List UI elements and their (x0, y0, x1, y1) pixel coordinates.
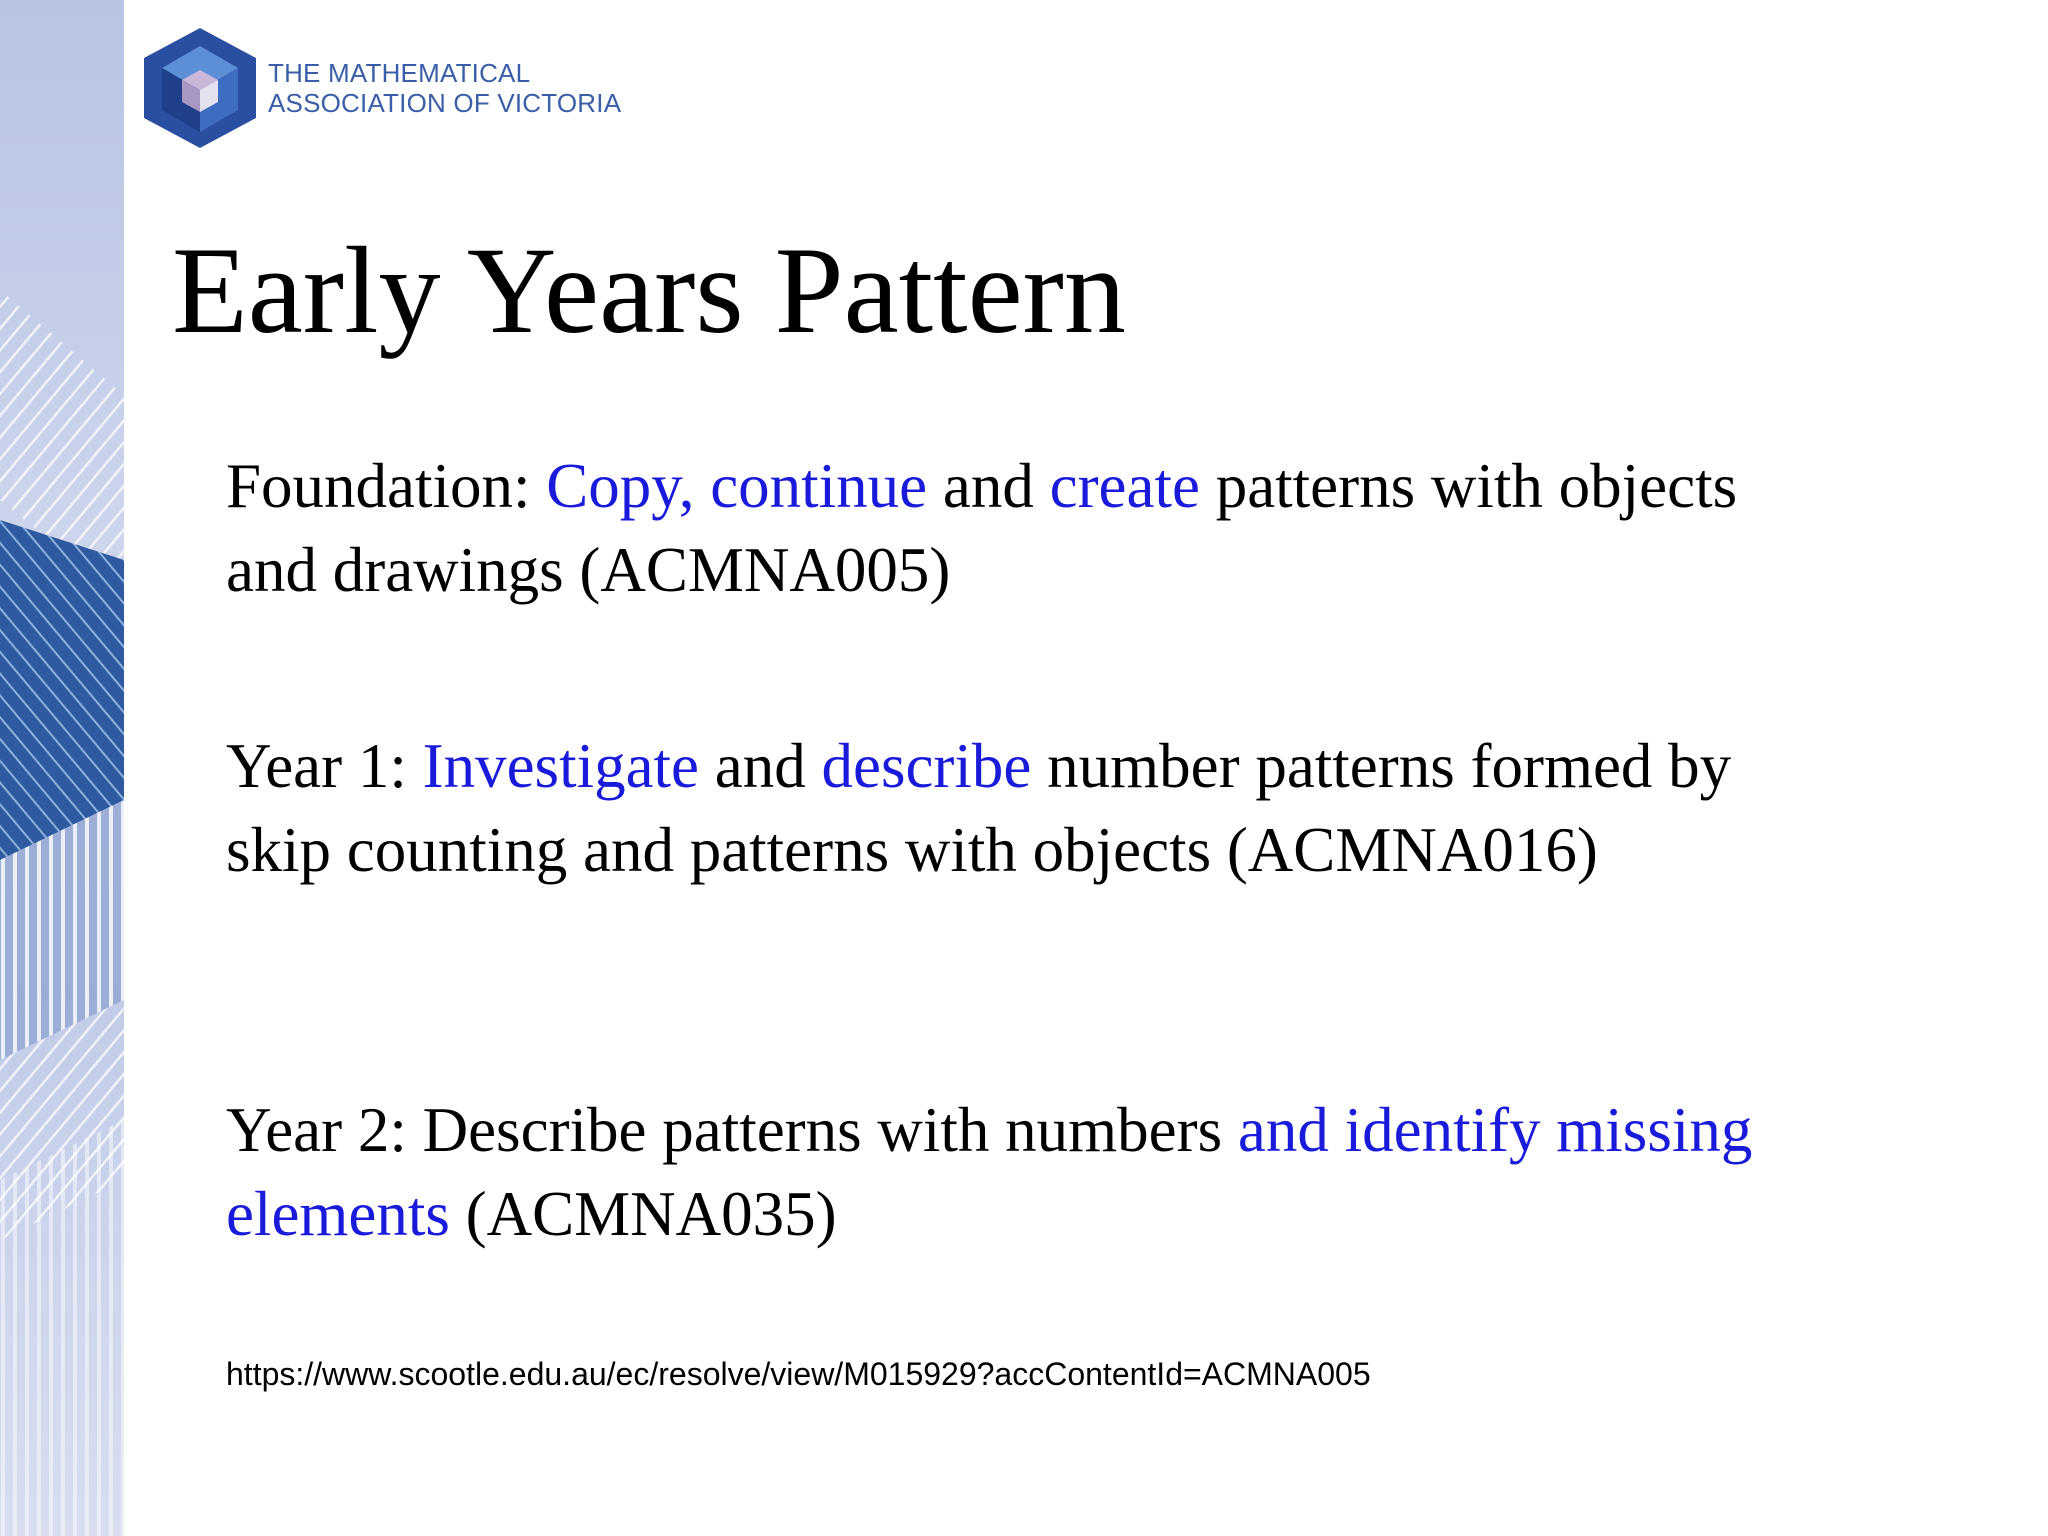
mav-logo (138, 24, 622, 154)
year2-text-2: (ACMNA035) (449, 1179, 837, 1249)
foundation-text-3: patterns with objects and drawings (ACMNA005) (226, 451, 1738, 605)
paragraph-foundation (226, 444, 1826, 612)
source-url[interactable]: https://www.scootle.edu.au/ec/resolve/view/M015929?accContentId=ACMNA005 (226, 1356, 1371, 1392)
paragraph-year2 (226, 1088, 1826, 1256)
foundation-text-1: Foundation: (226, 451, 547, 521)
year2-highlight-1: and identify missing elements (226, 1095, 1753, 1249)
logo-line-1: THE MATHEMATICAL (268, 58, 531, 88)
paragraph-year1 (226, 724, 1826, 892)
mav-logo-mark-icon (138, 24, 262, 152)
decorative-side-band (0, 0, 124, 1536)
foundation-highlight-2: create (1049, 451, 1200, 521)
foundation-highlight-1: Copy, continue (546, 451, 928, 521)
logo-line-2: ASSOCIATION OF VICTORIA (268, 88, 622, 118)
foundation-text-2: and (927, 451, 1050, 521)
mav-logo-text (268, 58, 621, 118)
year1-highlight-1: Investigate (422, 731, 700, 801)
year1-text-1: Year 1: (226, 731, 423, 801)
year1-text-2: and (699, 731, 822, 801)
year1-highlight-2: describe (821, 731, 1032, 801)
year2-text-1: Year 2: Describe patterns with numbers (226, 1095, 1238, 1165)
slide-title: Early Years Pattern (172, 222, 1126, 359)
year1-text-3: number patterns formed by skip counting and patterns with objects (ACMNA016) (226, 731, 1732, 885)
